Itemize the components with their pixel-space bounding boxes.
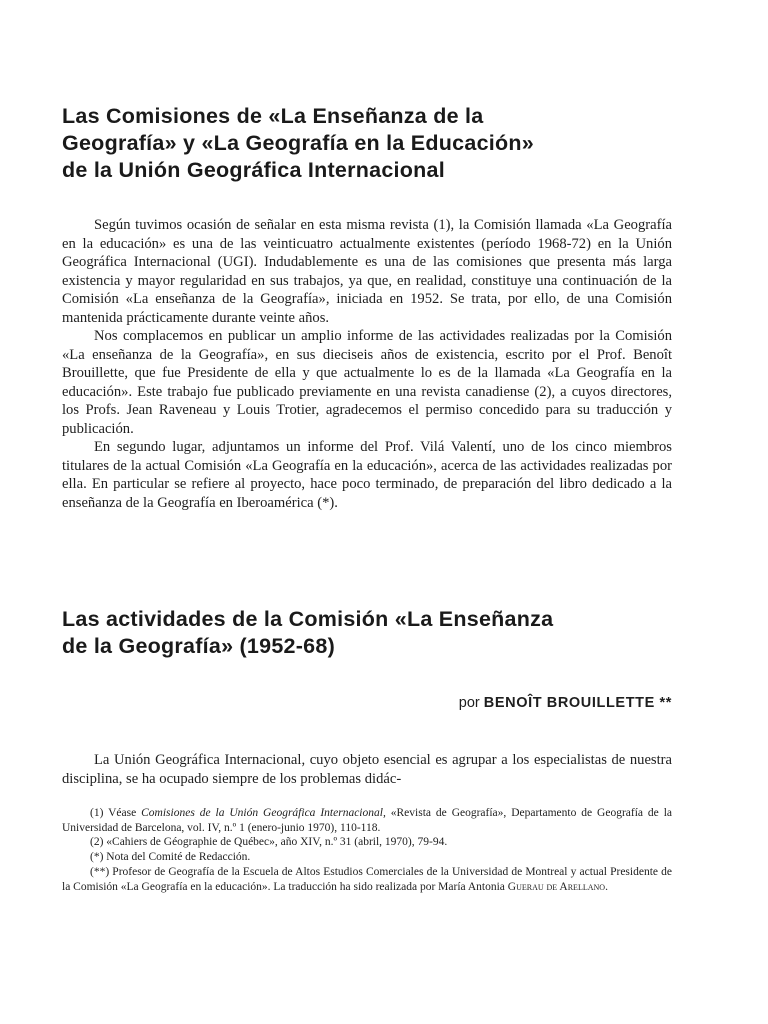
article-body (62, 751, 672, 788)
footnote-4: (**) Profesor de Geografía de la Escuela de Altos Estudios Comerciales de la Universidad de Montreal y actual Presidente de la Comisión «La Geografía en la educación». La traducción ha sido realizada por María Antonia Guerau de Arellano. (62, 865, 672, 893)
intro-text (62, 216, 672, 512)
paragraph: En segundo lugar, adjuntamos un informe del Prof. Vilá Valentí, uno de los cinco miembros titulares de la actual Comisión «La Geografía en la educación», acerca de las actividades realizadas por ella. En particular se refiere al proyecto, hace poco terminado, de preparación del libro dedicado a la enseñanza de la Geografía en Iberoamérica (*). (62, 439, 672, 511)
title-line: de la Unión Geográfica Internacional (62, 158, 445, 182)
title-line: Las Comisiones de «La Enseñanza de la (62, 104, 484, 128)
title-line: Las actividades de la Comisión «La Enseñanza (62, 607, 554, 631)
article-title (62, 103, 722, 184)
footnote-2: (2) «Cahiers de Géographie de Québec», año XIV, n.º 31 (abril, 1970), 79-94. (90, 836, 448, 849)
title-line: de la Geografía» (1952-68) (62, 634, 335, 658)
cited-work-title: Comisiones de la Unión Geográfica Internacional, (141, 807, 386, 819)
translator-name: Guerau de Arellano (507, 880, 606, 893)
paragraph: Nos complacemos en publicar un amplio informe de las actividades realizadas por la Comisión «La enseñanza de la Geografía», en sus dieciseis años de existencia, escrito por el Prof. Benoît Brouillette, que fue Presidente de ella y que actualmente lo es de la llamada «La Geografía en la educación». Este trabajo fue publicado previamente en una revista canadiense (2), a cuyos directores, los Profs. Jean Raveneau y Louis Trotier, agradecemos el permiso concedido para su traducción y publicación. (62, 328, 672, 437)
footnotes (62, 806, 672, 894)
paragraph: La Unión Geográfica Internacional, cuyo objeto esencial es agrupar a los especialistas de nuestra disciplina, se ha ocupado siempre de los problemas didác- (62, 752, 672, 787)
title-line: Geografía» y «La Geografía en la Educación» (62, 131, 534, 155)
byline-prefix: por (458, 695, 480, 711)
paragraph: Según tuvimos ocasión de señalar en esta misma revista (1), la Comisión llamada «La Geografía en la educación» es una de las veinticuatro actualmente existentes (período 1968-72) en la Unión Geográfica Internacional (UGI). Indudablemente es una de las comisiones que presenta más larga existencia y mayor regularidad en sus trabajos, ya que, en realidad, constituye una continuación de la Comisión «La enseñanza de la Geografía», iniciada en 1952. Se trata, por ello, de una Comisión mantenida prácticamente durante veinte años. (62, 217, 672, 326)
section-title (62, 606, 722, 660)
footnote-1: (1) Véase Comisiones de la Unión Geográfica Internacional, «Revista de Geografía», Departamento de Geografía de la Universidad de Barcelona, vol. IV, n.º 1 (enero-junio 1970), 110-118. (62, 807, 673, 834)
footnote-3: (*) Nota del Comité de Redacción. (90, 851, 251, 864)
author-name: BENOÎT BROUILLETTE ** (483, 695, 672, 711)
author-byline (459, 695, 672, 711)
